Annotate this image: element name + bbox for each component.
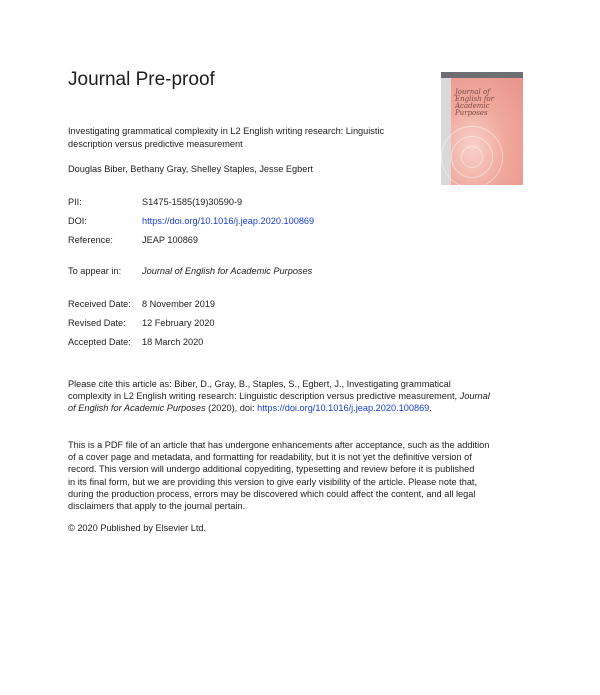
appear-row	[68, 266, 312, 276]
reference-label: Reference:	[68, 235, 113, 245]
notice-paragraph: This is a PDF file of an article that has undergone enhancements after acceptance, such as the addition of a cover page and metadata, and formatting for readability, but it is not yet the definitive version of record. This version will undergo additional copyediting, typesetting and review before it is published in its final form, but we are providing this version to give early visibility of the article. Please note that, during the production process, errors may be discovered which could affect the content, and all legal disclaimers that apply to the journal pertain.	[68, 440, 490, 512]
cover-title: Journal of English for Academic Purposes	[455, 88, 495, 117]
received-row	[68, 299, 215, 309]
reference-value: JEAP 100869	[142, 235, 199, 245]
reference-row	[68, 235, 198, 245]
appear-value: Journal of English for Academic Purposes	[142, 266, 313, 276]
journal-title: Journal Pre-proof	[68, 69, 215, 90]
revised-value: 12 February 2020	[142, 318, 215, 328]
accepted-row	[68, 337, 203, 347]
pii-label: PII:	[68, 197, 82, 207]
revised-label: Revised Date:	[68, 318, 126, 328]
pii-value: S1475-1585(19)30590-9	[142, 197, 243, 207]
doi-row	[68, 216, 314, 226]
citation-paragraph: Please cite this article as: Biber, D., Gray, B., Staples, S., Egbert, J., Investigating grammatical complexity in L2 English writing research: Linguistic description versus predictive measurement, Journal of English for Academic Purposes (2020), doi: https://doi.org/10.1016/j.jeap.2020.100869.	[68, 379, 490, 414]
article-title: Investigating grammatical complexity in L2 English writing research: Linguistic description versus predictive measurement	[68, 126, 385, 149]
authors: Douglas Biber, Bethany Gray, Shelley Staples, Jesse Egbert	[68, 164, 313, 174]
citation-doi-link[interactable]: https://doi.org/10.1016/j.jeap.2020.100869	[257, 403, 430, 414]
appear-label: To appear in:	[68, 266, 122, 276]
accepted-value: 18 March 2020	[142, 337, 204, 347]
journal-cover-image	[441, 72, 523, 185]
received-label: Received Date:	[68, 299, 131, 309]
accepted-label: Accepted Date:	[68, 337, 131, 347]
doi-label: DOI:	[68, 216, 87, 226]
pii-row	[68, 197, 242, 207]
doi-link[interactable]: https://doi.org/10.1016/j.jeap.2020.100869	[142, 216, 315, 226]
received-value: 8 November 2019	[142, 299, 216, 309]
revised-row	[68, 318, 215, 328]
copyright: © 2020 Published by Elsevier Ltd.	[68, 523, 207, 533]
